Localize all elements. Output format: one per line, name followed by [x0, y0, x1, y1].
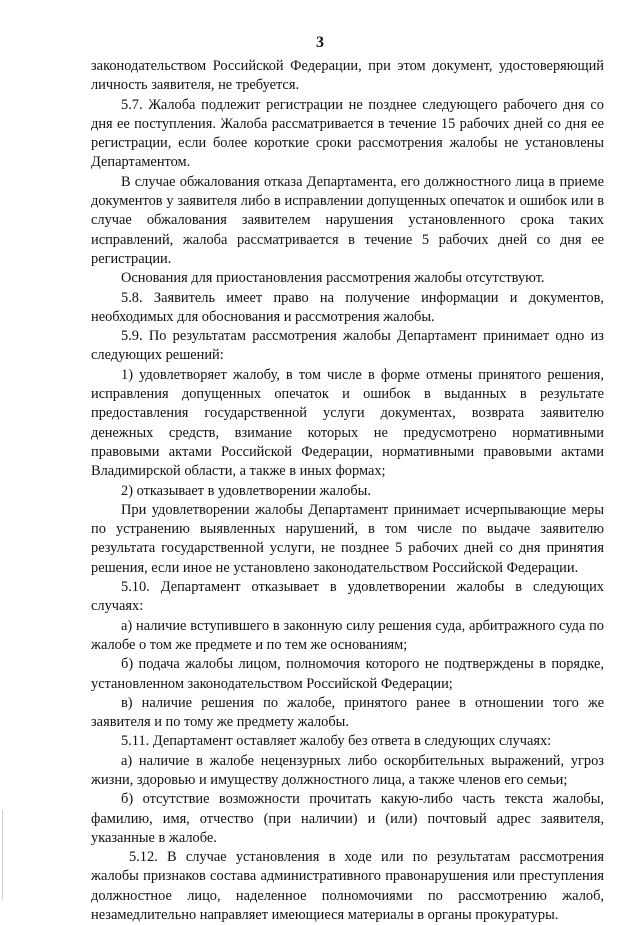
paragraph-5-10-item-a: а) наличие вступившего в законную силу решения суда, арбитражного суда по жалобе о том же предмете и по тем же основаниям;: [91, 617, 604, 653]
paragraph-suspension-grounds: Основания для приостановления рассмотрения жалобы отсутствуют.: [121, 270, 545, 287]
paragraph-5-9: 5.9. По результатам рассмотрения жалобы Департамент принимает одно из следующих решений:: [91, 328, 604, 364]
document-body: [91, 57, 604, 925]
paragraph-5-11-item-a: а) наличие в жалобе нецензурных либо оскорбительных выражений, угроз жизни, здоровью и имуществу должностного лица, а также членов его семьи;: [91, 752, 604, 788]
paragraph-5-7: 5.7. Жалоба подлежит регистрации не позднее следующего рабочего дня со дня ее поступления. Жалоба рассматривается в течение 15 рабочих дней со дня ее регистрации, если более короткие сроки рассмотрения жалобы не установлены Департаментом.: [91, 96, 604, 171]
paragraph-5-9-item-2: 2) отказывает в удовлетворении жалобы.: [121, 482, 371, 499]
paragraph-appeal-refusal: В случае обжалования отказа Департамента, его должностного лица в приеме документов у заявителя либо в исправлении допущенных опечаток и ошибок или в случае обжалования заявителем нарушения установленного срока таких исправлений, жалоба рассматривается в течение 5 рабочих дней со дня ее регистрации.: [91, 173, 604, 267]
page-number: 3: [316, 34, 324, 51]
paragraph-5-11-item-b: б) отсутствие возможности прочитать какую-либо часть текста жалобы, фамилию, имя, отчество (при наличии) и (или) почтовый адрес заявителя, указанные в жалобе.: [91, 791, 604, 846]
paragraph-satisfaction-measures: При удовлетворении жалобы Департамент принимает исчерпывающие меры по устранению выявленных нарушений, в том числе по выдаче заявителю результата государственной услуги, не позднее 5 рабочих дней со дня принятия решения, если иное не установлено законодательством Российской Федерации.: [91, 501, 604, 576]
paragraph-5-11: 5.11. Департамент оставляет жалобу без ответа в следующих случаях:: [121, 733, 552, 750]
scan-edge-line: [2, 810, 3, 900]
paragraph-5-10-item-b: б) подача жалобы лицом, полномочия которого не подтверждены в порядке, установленном законодательством Российской Федерации;: [91, 656, 604, 692]
paragraph-5-10: 5.10. Департамент отказывает в удовлетворении жалобы в следующих случаях:: [91, 579, 604, 615]
paragraph-5-9-item-1: 1) удовлетворяет жалобу, в том числе в форме отмены принятого решения, исправления допущенных опечаток и ошибок в выданных в результате предоставления государственной услуги документах, возврата заявителю денежных средств, взимание которых не предусмотрено нормативными правовыми актами Российской Федерации, нормативными правовыми актами Владимирской области, а также в иных формах;: [91, 366, 604, 480]
paragraph-5-12: 5.12. В случае установления в ходе или по результатам рассмотрения жалобы признаков состава административного правонарушения или преступления должностное лицо, наделенное полномочиями по рассмотрению жалоб, незамедлительно направляет имеющиеся материалы в органы прокуратуры.: [91, 849, 604, 924]
paragraph-5-8: 5.8. Заявитель имеет право на получение информации и документов, необходимых для обоснования и рассмотрения жалобы.: [91, 289, 604, 325]
paragraph-5-10-item-c: в) наличие решения по жалобе, принятого ранее в отношении того же заявителя и по тому же предмету жалобы.: [91, 694, 604, 731]
paragraph-continuation: законодательством Российской Федерации, при этом документ, удостоверяющий личность заявителя, не требуется.: [91, 58, 604, 94]
